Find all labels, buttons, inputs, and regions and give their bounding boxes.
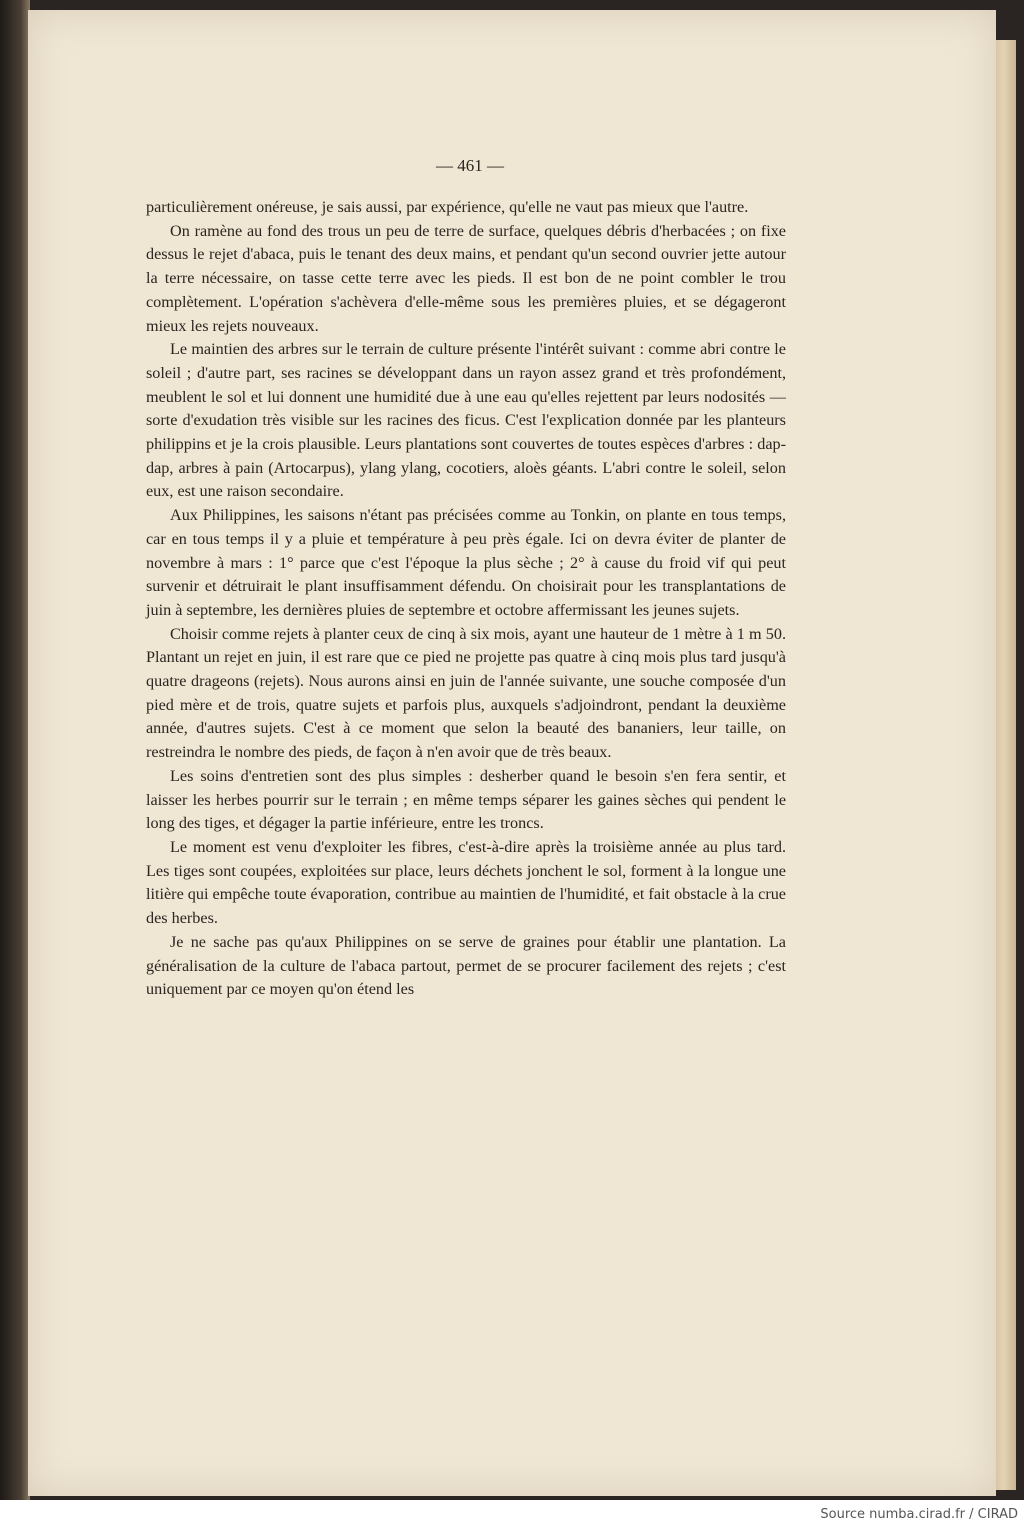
footer-bar [0,1500,1024,1529]
page-body [146,196,786,1002]
page-edges [996,40,1016,1490]
paragraph: Le maintien des arbres sur le terrain de culture présente l'intérêt suivant : comme abri contre le soleil ; d'autre part, ses racines se développant dans un rayon assez grand et très profondément, meublent le sol et lui donnent une humidité due à une eau qu'elles rejettent par leurs nodosités — sorte d'exudation très visible sur les racines des ficus. C'est l'explication donnée par les planteurs philippins et je la crois plausible. Leurs plantations sont couvertes de toutes espèces d'arbres : dap-dap, arbres à pain (Artocarpus), ylang ylang, cocotiers, aloès géants. L'abri contre le soleil, selon eux, est une raison secondaire. [146,340,786,501]
paragraph: Choisir comme rejets à planter ceux de cinq à six mois, ayant une hauteur de 1 mètre à 1 m 50. Plantant un rejet en juin, il est rare que ce pied ne projette pas quatre à cinq mois plus tard jusqu'à quatre drageons (rejets). Nous aurons ainsi en juin de l'année suivante, une souche composée d'un pied mère et de trois, quatre sujets et parfois plus, auxquels s'adjoindront, pendant la deuxième année, d'autres sujets. C'est à ce moment que selon la beauté des bananiers, leur taille, on restreindra le nombre des pieds, de façon à n'en avoir que de très beaux. [146,624,786,762]
paragraph: On ramène au fond des trous un peu de terre de surface, quelques débris d'herbacées ; on fixe dessus le rejet d'abaca, puis le tenant des deux mains, et pendant qu'un second ouvrier jette autour la terre nécessaire, on tasse cette terre avec les pieds. Il est bon de ne point combler le trou complètement. L'opération s'achèvera d'elle-même sous les premières pluies, et se dégageront mieux les rejets nouveaux. [146,221,786,335]
page-number: — 461 — [436,156,504,175]
book-binding [0,0,30,1500]
paragraph: Je ne sache pas qu'aux Philippines on se serve de graines pour établir une plantation. La généralisation de la culture de l'abaca partout, permet de se procurer facilement des rejets ; c'est uniquement par ce moyen qu'on étend les [146,932,786,999]
paragraph: Aux Philippines, les saisons n'étant pas précisées comme au Tonkin, on plante en tous temps, car en tous temps il y a pluie et température à peu près égale. Ici on devra éviter de planter de novembre à mars : 1° parce que c'est l'époque la plus sèche ; 2° à cause du froid vif qui peut survenir et détruirait le plant insuffisamment défendu. On choisirait pour les transplantations de juin à septembre, les dernières pluies de septembre et octobre affermissant les jeunes sujets. [146,506,786,619]
paragraph: Les soins d'entretien sont des plus simples : desherber quand le besoin s'en fera sentir, et laisser les herbes pourrir sur le terrain ; en même temps séparer les gaines sèches qui pendent le long des tiges, et dégager la partie inférieure, entre les troncs. [146,766,786,833]
paragraph: Le moment est venu d'exploiter les fibres, c'est-à-dire après la troisième année au plus tard. Les tiges sont coupées, exploitées sur place, leurs déchets jonchent le sol, forment à la longue une litière qui empêche toute évaporation, contribue au maintien de l'humidité, et fait obstacle à la crue des herbes. [146,837,786,928]
book-page [28,10,996,1496]
source-credit: Source numba.cirad.fr / CIRAD [820,1507,1018,1522]
paragraph: particulièrement onéreuse, je sais aussi, par expérience, qu'elle ne vaut pas mieux que l'autre. [146,198,749,216]
